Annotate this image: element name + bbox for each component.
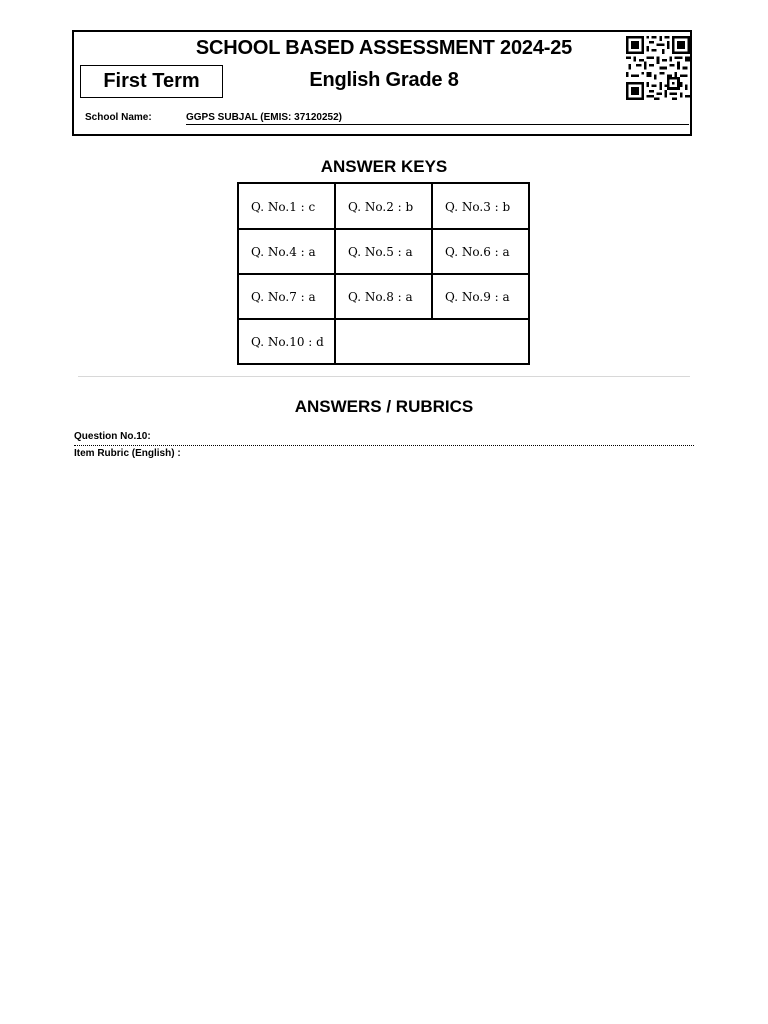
section-divider [78, 376, 690, 377]
term-label: First Term [80, 65, 223, 98]
question-label: Question No.10: [74, 431, 151, 442]
qr-code-icon [626, 35, 690, 101]
answer-cell: Q. No.2 : b [348, 199, 414, 214]
answer-keys-title: ANSWER KEYS [320, 157, 448, 176]
answer-keys-table [237, 182, 530, 365]
answer-cell: Q. No.9 : a [445, 289, 510, 304]
assessment-title: SCHOOL BASED ASSESSMENT 2024-25 [195, 37, 573, 59]
answer-cell: Q. No.7 : a [251, 289, 316, 304]
answer-cell: Q. No.4 : a [251, 244, 316, 259]
answer-cell: Q. No.8 : a [348, 289, 413, 304]
answer-cell: Q. No.10 : d [251, 334, 324, 349]
answer-cell: Q. No.1 : c [251, 199, 316, 214]
header-box [72, 30, 692, 136]
answer-cell: Q. No.5 : a [348, 244, 413, 259]
answer-cell: Q. No.6 : a [445, 244, 510, 259]
school-name-label: School Name: [85, 112, 152, 123]
rubrics-title: ANSWERS / RUBRICS [294, 397, 474, 416]
subject-title: English Grade 8 [309, 69, 459, 91]
dotted-divider [74, 445, 694, 446]
rubric-label: Item Rubric (English) : [74, 448, 181, 459]
answer-cell: Q. No.3 : b [445, 199, 511, 214]
school-name-value: GGPS SUBJAL (EMIS: 37120252) [186, 112, 689, 125]
